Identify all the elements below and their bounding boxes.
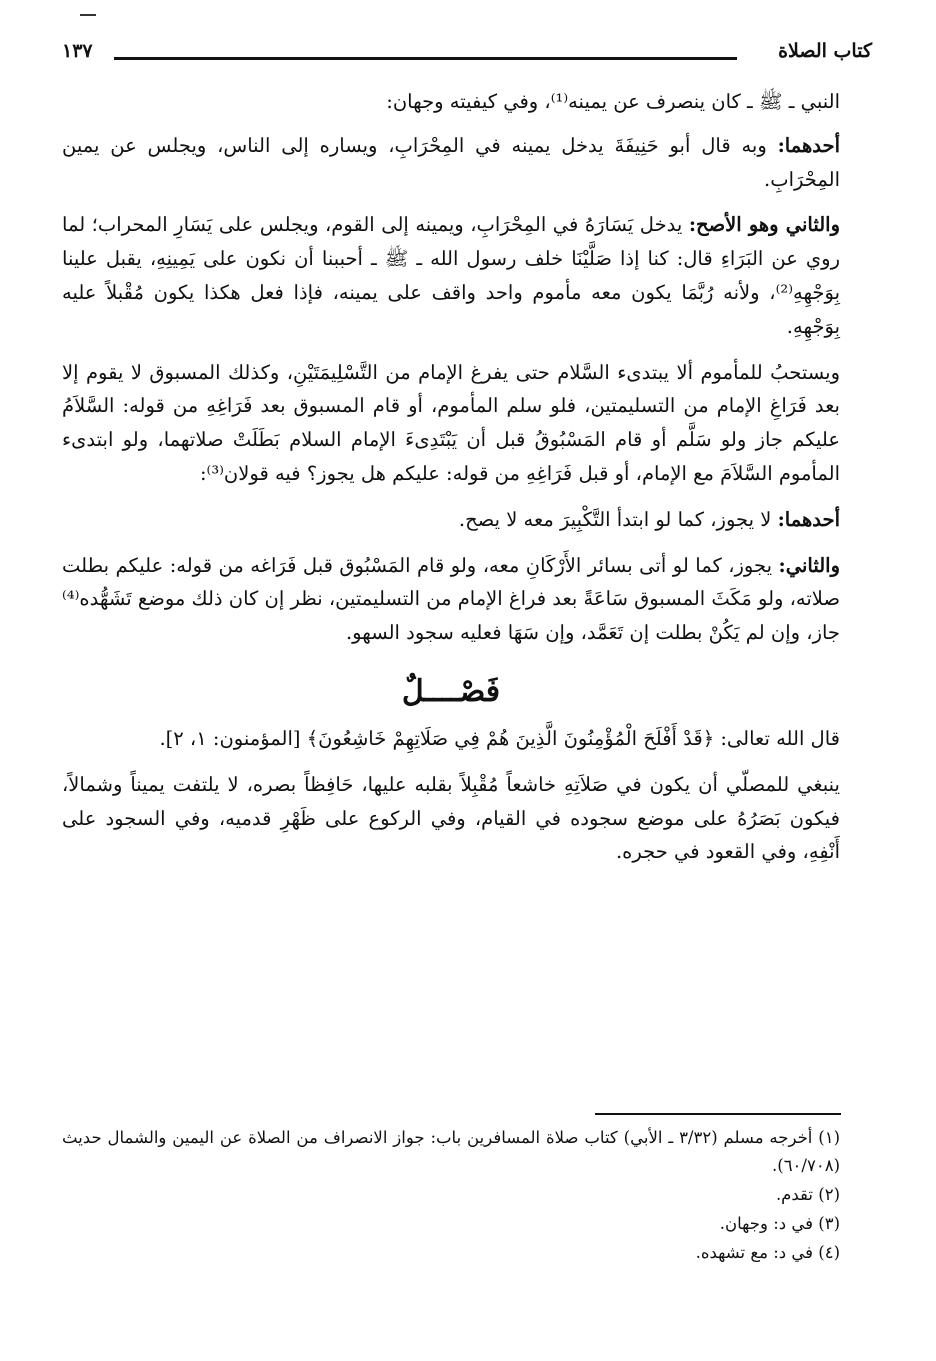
paragraph-label: أحدهما: <box>777 507 840 531</box>
paragraph-text: يدخل يَسَارَهُ في المِحْرَابِ، ويمينه إلى القوم، ويجلس على يَسَارِ المحراب؛ لما روي عن البَرَاءِ قال: كنا إذا صَلَّيْنَا خلف رسول الله ـ ﷺ ـ أحببنا أن نكون على يَمِينِهِ، يقبل علينا بِوَجْهِهِ⁽²⁾، ولأنه رُبَّمَا يكون معه مأموم واحد واقف على يمينه، فإذا فعل هكذا يكون مُقْبلاً عليه بِوَجْهِهِ. <box>62 213 840 338</box>
top-margin-mark <box>80 14 96 16</box>
paragraph-label: والثاني: <box>778 553 840 577</box>
page-number: ١٣٧ <box>62 40 93 62</box>
paragraph-text: وبه قال أبو حَنِيفَةَ يدخل يمينه في المِحْرَابِ، ويساره إلى الناس، ويجلس عن يمين المِحْرَابِ. <box>62 133 840 191</box>
running-title: كتاب الصلاة <box>778 40 872 62</box>
footnote: (٤) في د: مع تشهده. <box>695 1243 840 1262</box>
paragraph <box>62 549 840 650</box>
paragraph: النبي ـ ﷺ ـ كان ينصرف عن يمينه⁽¹⁾، وفي كيفيته وجهان: <box>386 90 840 113</box>
footnotes <box>62 1124 840 1268</box>
paragraph: ينبغي للمصلّي أن يكون في صَلاَتِهِ خاشعاً مُقْبِلاً بقلبه عليها، حَافِظاً بصره، لا يلتفت يميناً وشمالاً، فيكون بَصَرُهُ على موضع سجوده في القيام، وفي الركوع على ظَهْرِ قدميه، وفي السجود على أَنْفِهِ، وفي القعود في حجره. <box>62 772 840 864</box>
paragraph <box>62 129 840 197</box>
paragraph-quran-verse: قال الله تعالى: ﴿قَدْ أَفْلَحَ الْمُؤْمِنُونَ الَّذِينَ هُمْ فِي صَلَاتِهِمْ خَاشِعُونَ﴾ [المؤمنون: ١، ٢]. <box>159 726 840 750</box>
paragraph <box>62 208 840 343</box>
body-text <box>62 85 840 881</box>
footnote: (٣) في د: وجهان. <box>719 1214 840 1233</box>
paragraph <box>62 503 840 537</box>
footnote: (١) أخرجه مسلم (٣/٣٢ ـ الأبي) كتاب صلاة المسافرين باب: جواز الانصراف من الصلاة عن اليمين والشمال حديث (٦٠/٧٠٨). <box>62 1128 841 1175</box>
section-heading: فَصْــــلٌ <box>401 673 501 709</box>
paragraph-label: أحدهما: <box>777 133 840 157</box>
paragraph-text: يجوز، كما لو أتى بسائر الأَرْكَانِ معه، ولو قام المَسْبُوق قبل فَرَاغه من قوله: عليكم بطلت صلاته، ولو مَكَثَ المسبوق سَاعَةً بعد فراغ الإمام من التسليمتين، نظر إن كان ذلك موضع تَشَهُّده⁽⁴⁾ جاز، وإن لم يَكُنْ بطلت إن تَعَمَّد، وإن سَهَا فعليه سجود السهو. <box>62 553 840 645</box>
page-header <box>62 40 872 70</box>
footnote: (٢) تقدم. <box>775 1185 840 1204</box>
paragraph: ويستحبُ للمأموم ألا يبتدىء السَّلام حتى يفرغ الإمام من التَّسْلِيمَتَيْنِ، وكذلك المسبوق لا يقوم إلا بعد فَرَاغِ الإمام من التسليمتين، فلو سلم المأموم، أو قام المسبوق بعد فَرَاغِهِ من قوله: السَّلاَمُ عليكم جاز ولو سَلَّم أو قام المَسْبُوقُ قبل أن يَبْتَدِىءَ الإمام السلام بَطَلَتْ صلاتهما، ولو ابتدىء المأموم السَّلاَمَ مع الإمام، أو قبل فَرَاغِهِ من قوله: عليكم هل يجوز؟ فيه قولان⁽³⁾: <box>62 360 840 485</box>
paragraph-label: والثاني وهو الأصح: <box>688 213 840 237</box>
footnote-rule <box>595 1113 841 1115</box>
paragraph-text: لا يجوز، كما لو ابتدأ التَّكْبِيرَ معه لا يصح. <box>458 507 772 531</box>
header-rule <box>114 57 737 60</box>
